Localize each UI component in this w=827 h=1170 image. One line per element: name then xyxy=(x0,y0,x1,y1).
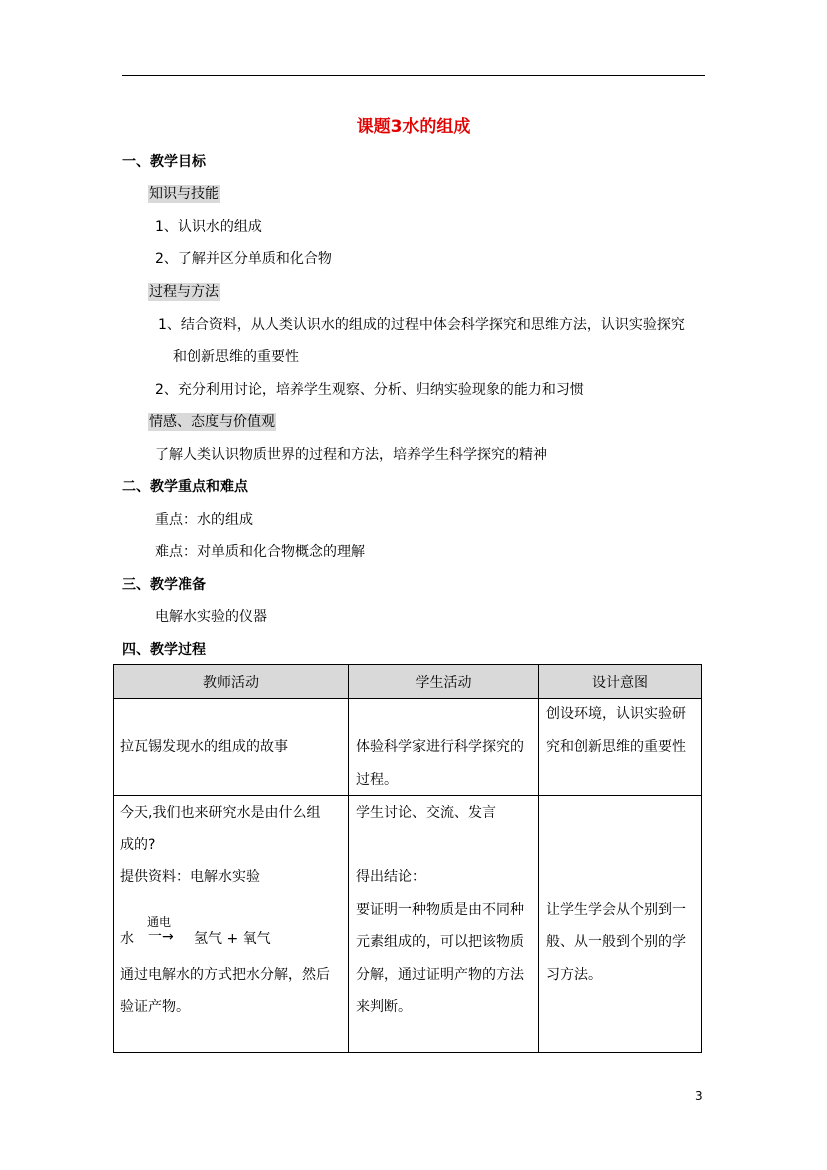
cell-text: 要证明一种物质是由不同种 xyxy=(356,902,524,918)
student-activity-cell xyxy=(349,699,539,796)
column-header: 学生活动 xyxy=(349,665,539,699)
subheading-process-method: 过程与方法 xyxy=(149,284,219,300)
cell-text: 学生讨论、交流、发言 xyxy=(356,805,496,821)
column-header: 教师活动 xyxy=(114,665,349,699)
cell-text: 通过电解水的方式把水分解，然后 xyxy=(120,967,330,983)
design-intent-cell xyxy=(539,796,702,1053)
objective-item: 2、充分利用讨论，培养学生观察、分析、归纳实验现象的能力和习惯 xyxy=(155,382,584,398)
cell-text: 过程。 xyxy=(356,772,398,788)
cell-text: 来判断。 xyxy=(356,999,412,1015)
cell-text: 拉瓦锡发现水的组成的故事 xyxy=(120,739,288,755)
cell-text: 究和创新思维的重要性 xyxy=(546,739,686,755)
section-heading-process: 四、教学过程 xyxy=(122,642,206,658)
teacher-activity-cell xyxy=(114,699,349,796)
table-row xyxy=(114,796,702,1053)
table-row xyxy=(114,699,702,796)
objective-item-continued: 和创新思维的重要性 xyxy=(173,349,299,365)
cell-text: 元素组成的，可以把该物质 xyxy=(356,934,524,950)
subheading-emotion-values: 情感、态度与价值观 xyxy=(149,414,275,430)
objective-item: 1、认识水的组成 xyxy=(155,219,262,235)
cell-text: 让学生学会从个别到一 xyxy=(546,902,686,918)
cell-text: 成的? xyxy=(120,837,156,853)
cell-text: 创设环境，认识实验研 xyxy=(546,706,686,722)
teacher-activity-cell xyxy=(114,796,349,1053)
objective-item: 1、结合资料，从人类认识水的组成的过程中体会科学探究和思维方法，认识实验探究 xyxy=(158,317,685,333)
cell-text: 验证产物。 xyxy=(120,999,190,1015)
page-title: 课题3水的组成 xyxy=(356,117,471,137)
objective-item: 2、了解并区分单质和化合物 xyxy=(155,251,332,267)
header-rule xyxy=(122,75,705,76)
cell-text: 今天,我们也来研究水是由什么组 xyxy=(120,805,321,821)
student-activity-cell xyxy=(349,796,539,1053)
section-heading-preparation: 三、教学准备 xyxy=(122,577,206,593)
column-header: 设计意图 xyxy=(539,665,702,699)
cell-text: 提供资料：电解水实验 xyxy=(120,869,260,885)
equation-products: 氢气 + 氧气 xyxy=(194,931,271,947)
equation-reactant: 水 xyxy=(120,931,134,947)
key-point: 重点：水的组成 xyxy=(155,512,253,528)
objective-item: 了解人类认识物质世界的过程和方法，培养学生科学探究的精神 xyxy=(155,447,547,463)
cell-text: 体验科学家进行科学探究的 xyxy=(356,739,524,755)
design-intent-cell xyxy=(539,699,702,796)
table-header-row xyxy=(114,665,702,699)
teaching-process-table xyxy=(113,664,702,1053)
reaction-condition: 通电 xyxy=(147,915,172,929)
subheading-knowledge-skills: 知识与技能 xyxy=(149,186,219,202)
cell-text: 般、从一般到个别的学 xyxy=(546,934,686,950)
section-heading-key-points: 二、教学重点和难点 xyxy=(122,479,248,495)
preparation-item: 电解水实验的仪器 xyxy=(155,609,267,625)
cell-text: 得出结论： xyxy=(356,869,426,885)
section-heading-objectives: 一、教学目标 xyxy=(122,154,206,170)
reaction-arrow: 一→ xyxy=(148,929,174,945)
cell-text: 习方法。 xyxy=(546,967,602,983)
difficult-point: 难点：对单质和化合物概念的理解 xyxy=(155,544,365,560)
cell-text: 分解，通过证明产物的方法 xyxy=(356,967,524,983)
page-number: 3 xyxy=(695,1089,703,1103)
